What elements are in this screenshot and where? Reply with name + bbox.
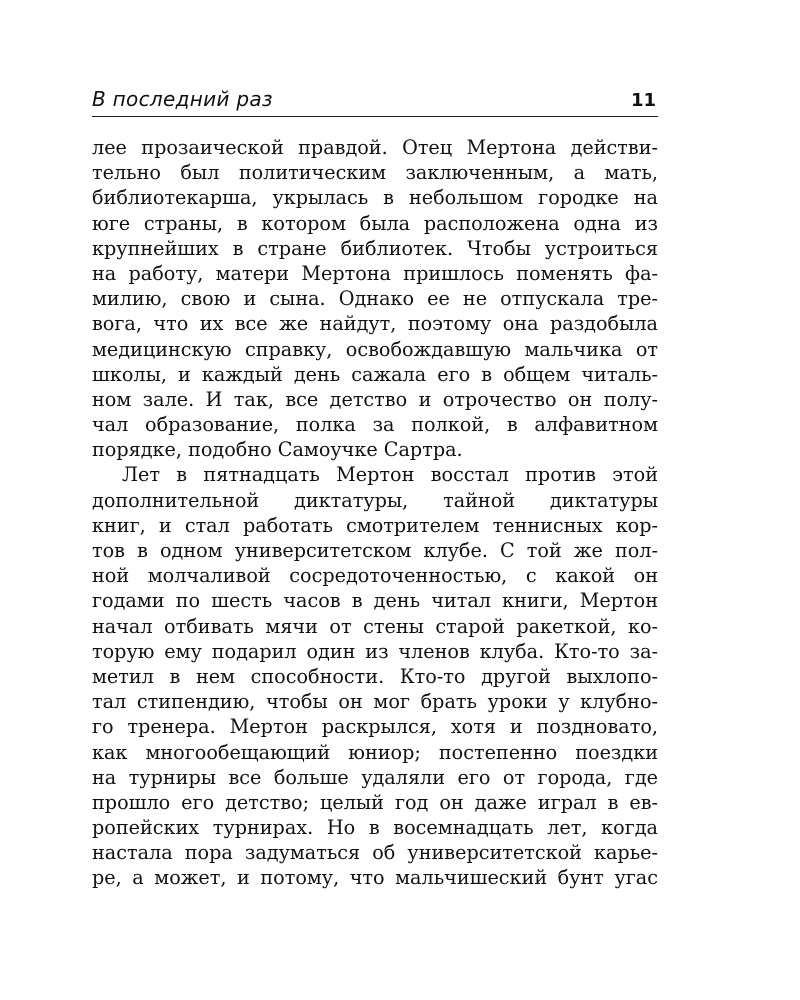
text-line: годами по шесть часов в день читал книги, Мертон [92, 589, 658, 613]
running-title: В последний раз [92, 87, 273, 111]
text-line: лее прозаической правдой. Отец Мертона действи- [92, 136, 658, 159]
text-line: книг, и стал работать смотрителем теннисных кор- [92, 513, 658, 537]
text-line: библиотекарша, укрылась в небольшом городке на [92, 186, 658, 210]
text-line: тал стипендию, чтобы он мог брать уроки у клубно- [92, 690, 658, 714]
book-page [92, 88, 658, 891]
text-line: юге страны, в котором была расположена одна из [92, 211, 658, 235]
text-line: чал образование, полка за полкой, в алфавитном [92, 413, 658, 437]
text-line: тельно был политическим заключенным, а мать, [92, 161, 658, 185]
text-line: на турниры все больше удаляли его от города, где [92, 765, 658, 789]
text-line: порядке, подобно Самоучке Сартра. [92, 438, 463, 462]
text-line: настала пора задуматься об университетской карье- [92, 841, 658, 865]
text-line: ре, а может, и потому, что мальчишеский бунт угас [92, 866, 658, 890]
text-line: метил в нем способности. Кто-то другой выхлопо- [92, 664, 658, 688]
page-number: 11 [630, 90, 656, 111]
text-line: на работу, матери Мертона пришлось поменять фа- [92, 261, 658, 285]
text-line: школы, и каждый день сажала его в общем читаль- [92, 362, 658, 386]
text-line: торую ему подарил один из членов клуба. Кто-то за- [92, 639, 658, 663]
text-line: крупнейших в стране библиотек. Чтобы устроиться [92, 236, 658, 260]
text-line: тов в одном университетском клубе. С той же пол- [92, 539, 658, 562]
text-line: ропейских турнирах. Но в восемнадцать лет, когда [92, 816, 658, 840]
body-text [92, 135, 658, 891]
text-line: вога, что их все же найдут, поэтому она раздобыла [92, 312, 658, 336]
text-line: как многообещающий юниор; постепенно поездки [92, 740, 658, 764]
text-line: ном зале. И так, все детство и отрочество он полу- [92, 387, 658, 411]
text-line: ной молчаливой сосредоточенностью, с какой он [92, 564, 658, 588]
text-line: милию, свою и сына. Однако ее не отпускала тре- [92, 287, 658, 311]
running-header [92, 88, 658, 117]
text-line: начал отбивать мячи от стены старой ракеткой, ко- [92, 614, 658, 638]
text-line: прошло его детство; целый год он даже играл в ев- [92, 790, 658, 814]
text-line: медицинскую справку, освобождавшую мальчика от [92, 337, 658, 361]
text-line: дополнительной диктатуры, тайной диктатуры [92, 488, 658, 512]
paragraph-first-line: Лет в пятнадцать Мертон восстал против этой [122, 463, 658, 487]
text-line: го тренера. Мертон раскрылся, хотя и поздновато, [92, 715, 658, 739]
